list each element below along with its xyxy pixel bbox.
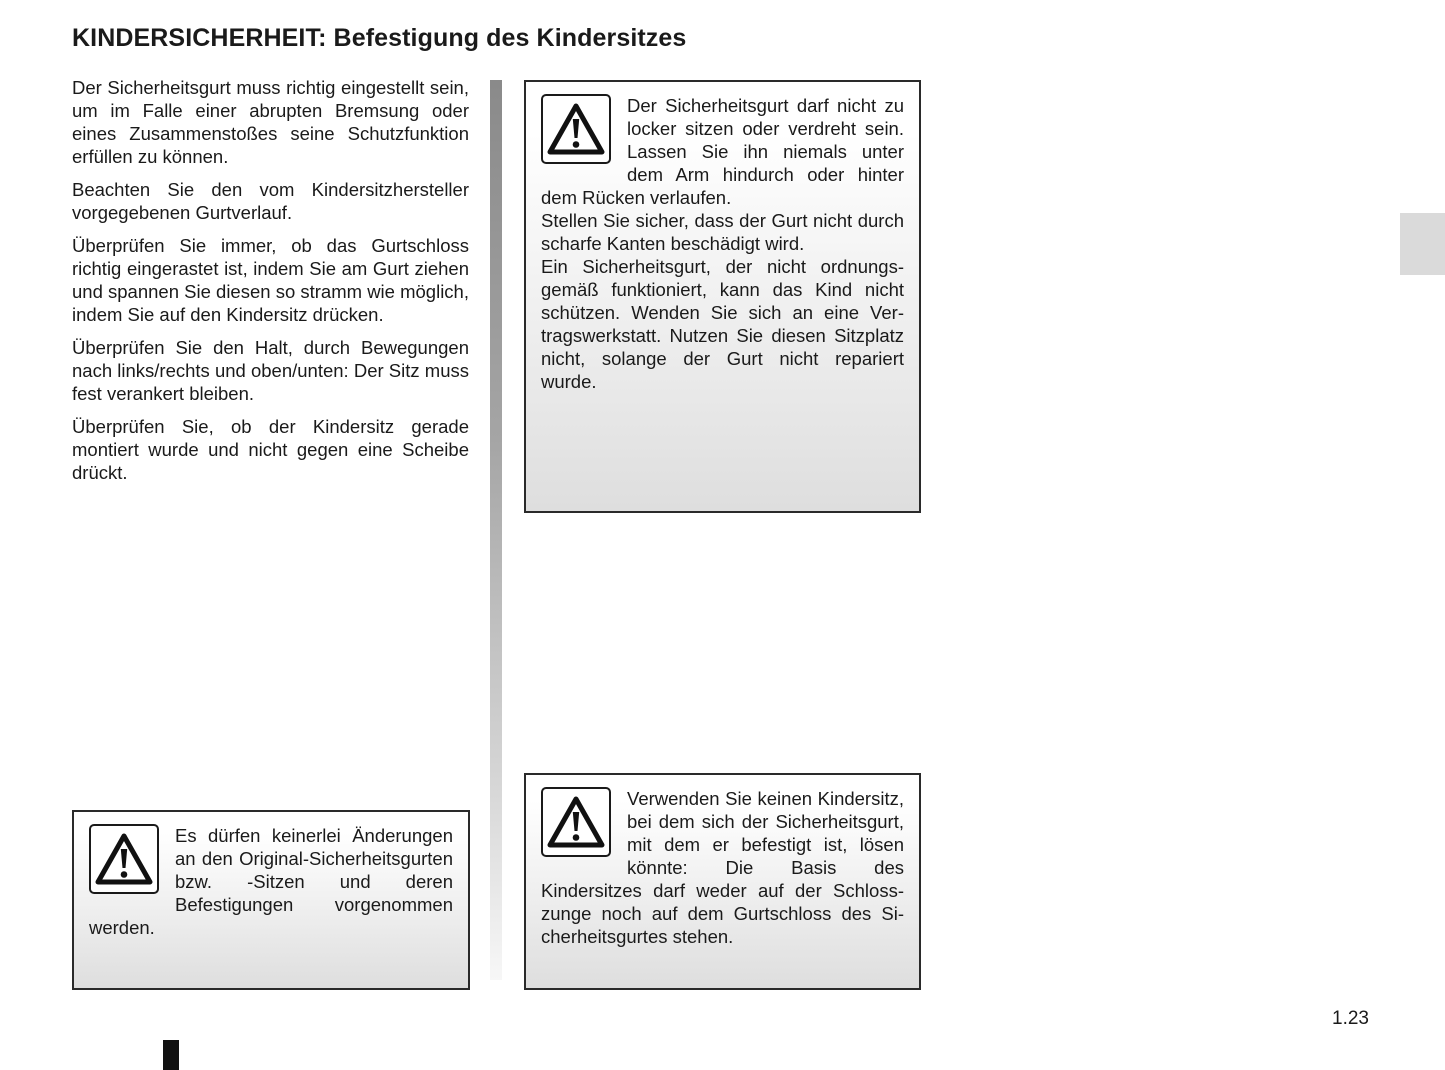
paragraph-belt-routing: Beachten Sie den vom Kindersitzhersteller vorgegebenen Gurtverlauf. xyxy=(72,179,469,223)
warning-box-belt-condition xyxy=(524,80,921,513)
warning-text-line: Ein Sicherheitsgurt, der nicht ordnungsgemäß funktioniert, kann das Kind nicht schützen. Wenden Sie sich an eine Vertragswerkstatt. Nutzen Sie diesen Sitzplatz nicht, solange der Gurt nicht repariert wurde. xyxy=(541,256,904,392)
warning-triangle-icon xyxy=(541,787,611,857)
warning-box-buckle-position xyxy=(524,773,921,990)
section-thumb-tab xyxy=(1400,213,1445,275)
warning-text: Es dürfen keinerlei Änderungen an den Original-Sicherheitsgurten bzw. -Sitzen und deren Befestigungen vorgenommen werden. xyxy=(89,825,453,938)
warning-text: Verwenden Sie keinen Kindersitz, bei dem sich der Sicherheitsgurt, mit dem er befestigt ist, lösen könnte: Die Basis des Kindersitzes darf weder auf der Schlosszunge noch auf dem Gurtschloss des Sicherheitsgurtes stehen. xyxy=(541,788,904,947)
warning-triangle-icon xyxy=(89,824,159,894)
warning-triangle-icon xyxy=(541,94,611,164)
paragraph-mounting-check: Überprüfen Sie, ob der Kindersitz gerade montiert wurde und nicht gegen eine Scheibe drückt. xyxy=(72,416,469,483)
paragraph-belt-adjustment: Der Sicherheitsgurt muss richtig eingestellt sein, um im Falle einer abrupten Bremsung oder eines Zusammenstoßes seine Schutzfunktion erfüllen zu können. xyxy=(72,77,469,167)
paragraph-buckle-check: Überprüfen Sie immer, ob das Gurtschloss richtig eingerastet ist, indem Sie am Gurt ziehen und spannen Sie diesen so stramm wie möglich, indem Sie auf den Kindersitz drücken. xyxy=(72,235,469,325)
page-title: KINDERSICHERHEIT: Befestigung des Kindersitzes xyxy=(72,24,687,52)
warning-text-line: Stellen Sie sicher, dass der Gurt nicht durch scharfe Kanten beschädigt wird. xyxy=(541,210,904,254)
print-mark xyxy=(163,1040,179,1070)
warning-text-line: Der Sicherheitsgurt darf nicht zu locker sitzen oder verdreht sein. Lassen Sie ihn niemals unter dem Arm hindurch oder hinter dem Rücken verlaufen. xyxy=(541,95,904,208)
warning-box-no-modifications xyxy=(72,810,470,990)
main-text-column xyxy=(72,76,469,494)
column-divider xyxy=(490,80,502,980)
page-number: 1.23 xyxy=(1332,1008,1369,1029)
paragraph-hold-check: Überprüfen Sie den Halt, durch Bewegungen nach links/rechts und oben/unten: Der Sitz muss fest verankert bleiben. xyxy=(72,337,469,404)
